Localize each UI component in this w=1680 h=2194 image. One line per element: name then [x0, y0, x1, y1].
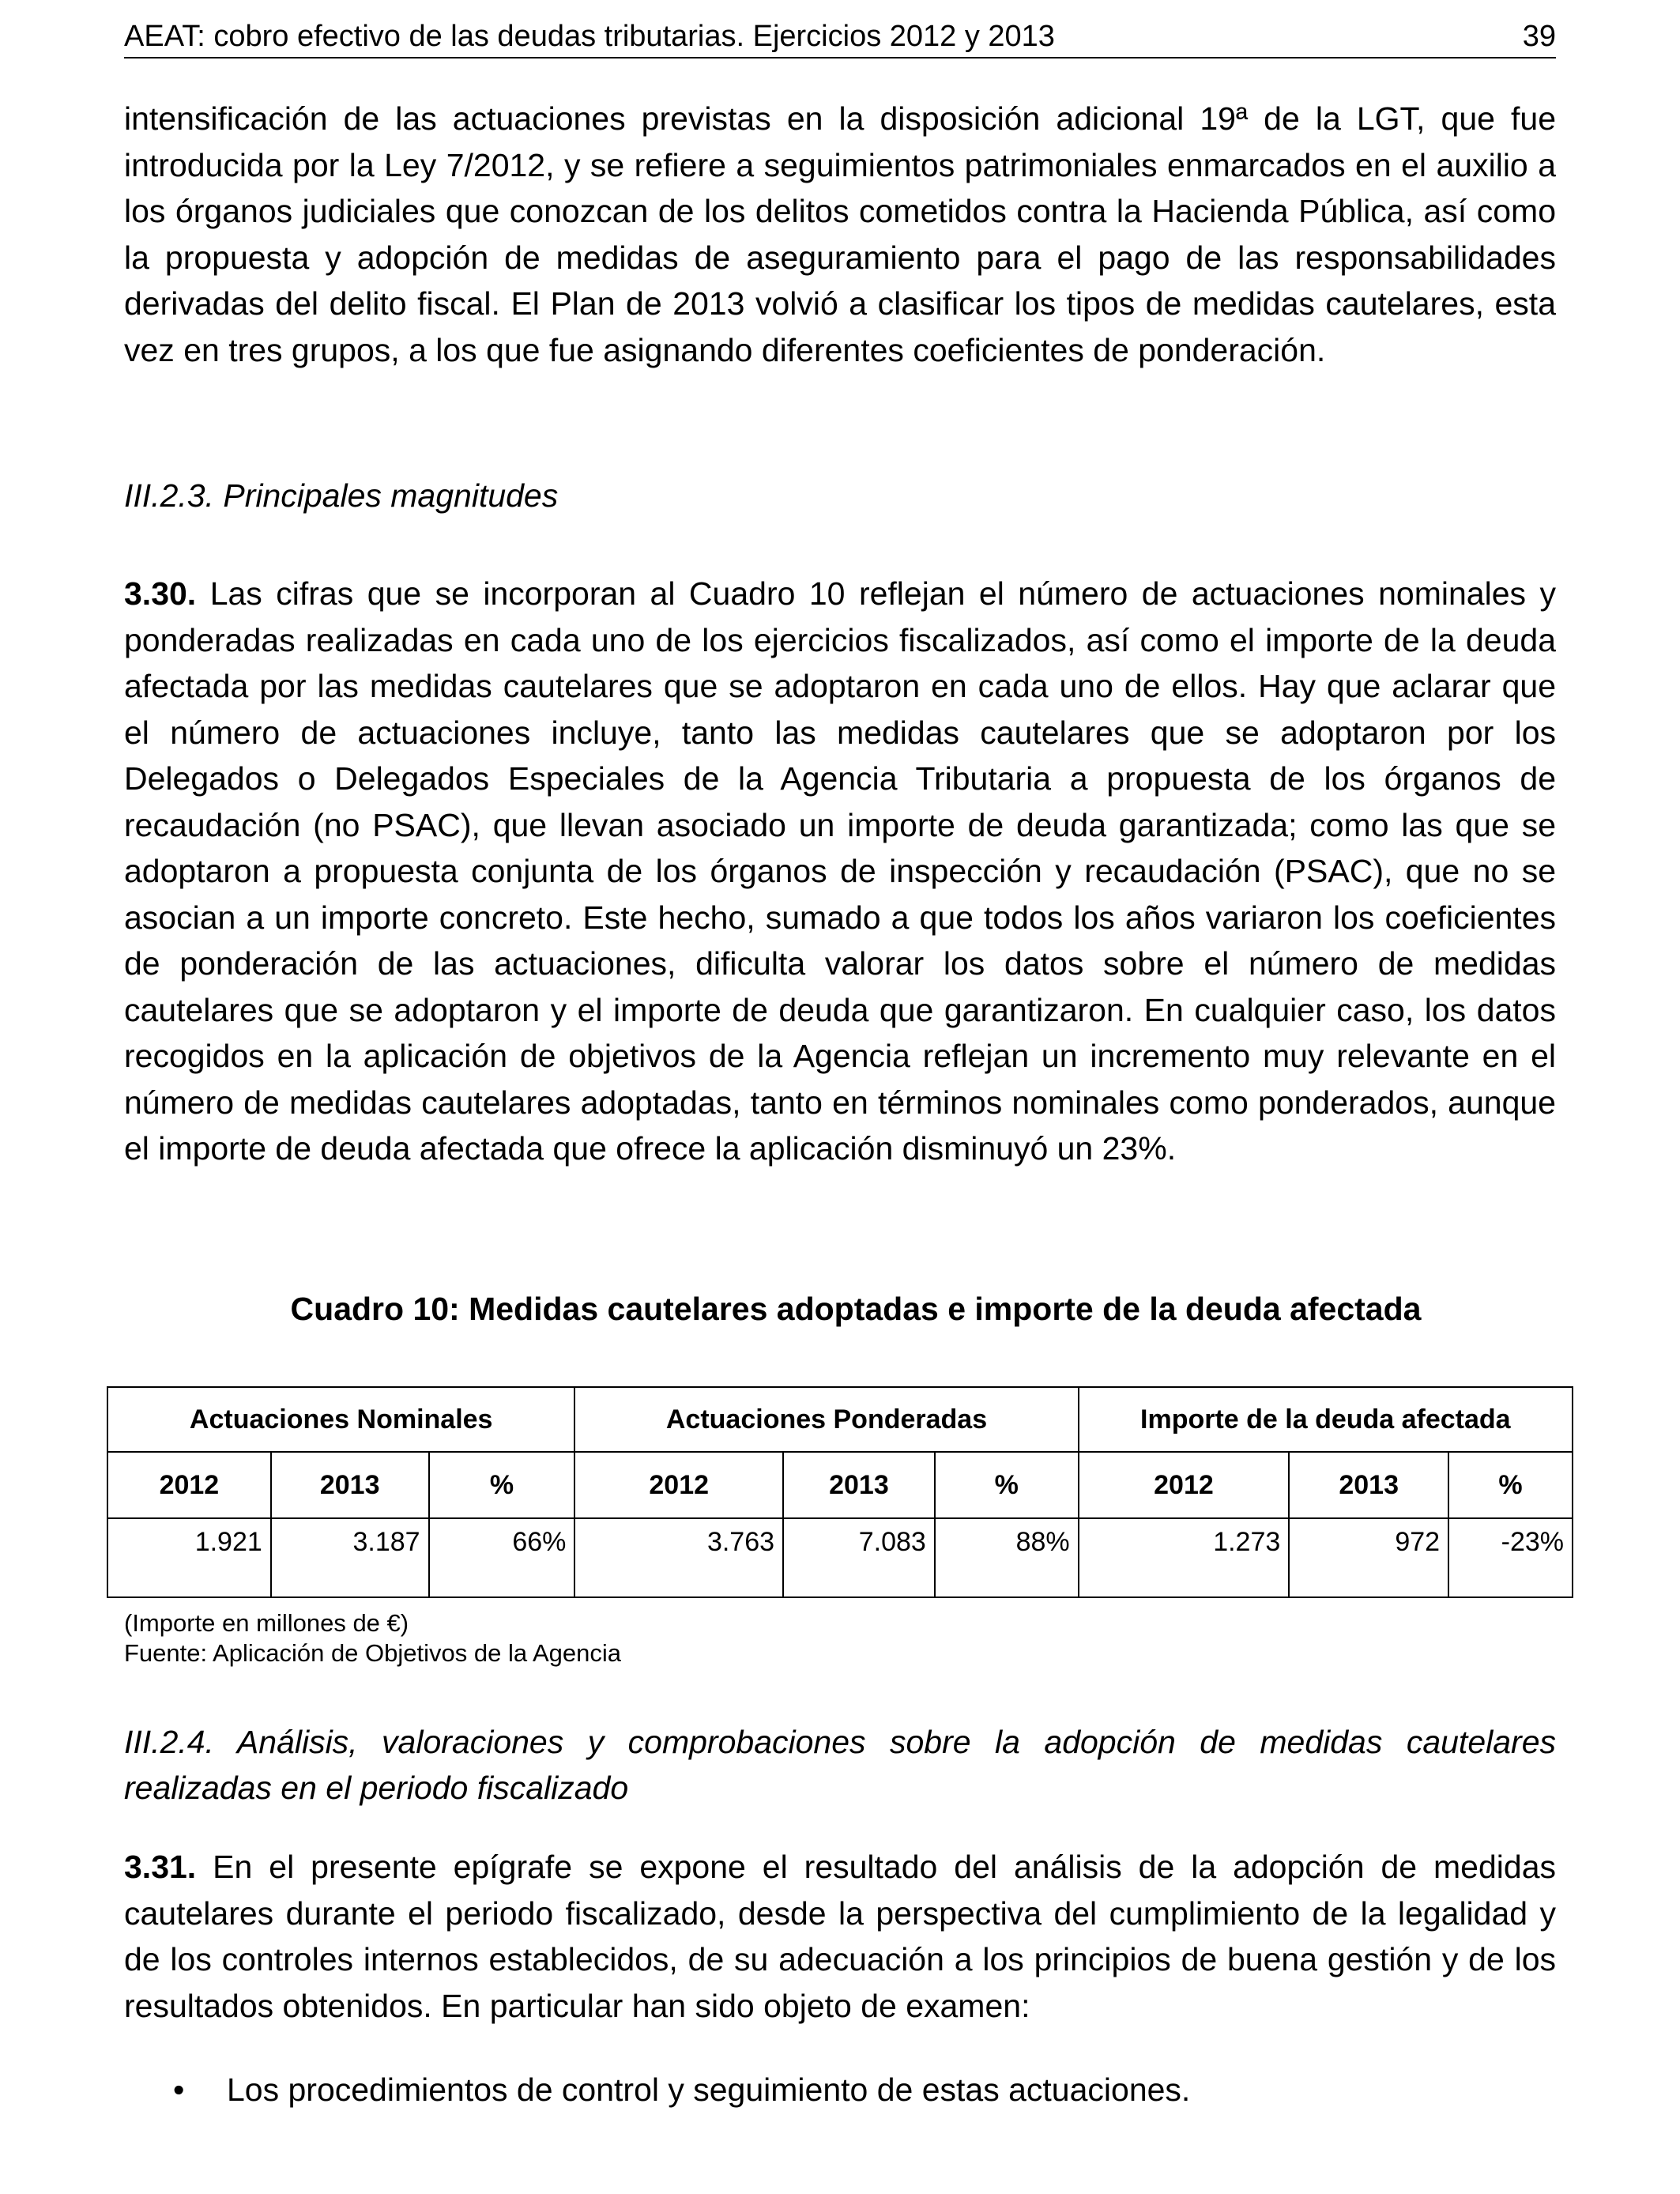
bullet-icon: •: [173, 2071, 185, 2108]
subheader-cell: 2013: [271, 1452, 429, 1518]
paragraph-intro: intensificación de las actuaciones previstas en la disposición adicional 19ª de la LGT, que fue introducida por la Ley 7/2012, y se refiere a seguimientos patrimoniales enmarcados en el auxilio a los órganos judiciales que conozcan de los delitos cometidos contra la Hacienda Pública, así como la propuesta y adopción de medidas de aseguramiento para el pago de las responsabilidades derivadas del delito fiscal. El Plan de 2013 volvió a clasificar los tipos de medidas cautelares, esta vez en tres grupos, a los que fue asignando diferentes coeficientes de ponderación.: [124, 100, 1556, 368]
value-cell: 88%: [935, 1518, 1079, 1597]
value-cell: 7.083: [783, 1518, 935, 1597]
section-heading-principales-magnitudes: III.2.3. Principales magnitudes: [124, 477, 559, 514]
value-cell: 1.273: [1079, 1518, 1290, 1597]
value-cell: 972: [1289, 1518, 1448, 1597]
value-cell: 3.187: [271, 1518, 429, 1597]
cuadro-10-table: [107, 1386, 1573, 1598]
subheader-cell: 2013: [1289, 1452, 1448, 1518]
table-note-source: Fuente: Aplicación de Objetivos de la Agencia: [124, 1639, 622, 1667]
header-title: AEAT: cobro efectivo de las deudas tributarias. Ejercicios 2012 y 2013: [124, 20, 1055, 53]
group-header-importe: Importe de la deuda afectada: [1079, 1387, 1573, 1452]
paragraph-3-31: [124, 1844, 1556, 2029]
value-cell: 1.921: [107, 1518, 271, 1597]
list-item-text: Los procedimientos de control y seguimiento de estas actuaciones.: [227, 2071, 1191, 2108]
table-note-units: (Importe en millones de €): [124, 1609, 409, 1637]
page-number: 39: [1522, 20, 1556, 53]
page-header: [124, 16, 1556, 58]
group-header-nominales: Actuaciones Nominales: [107, 1387, 574, 1452]
section-heading-analisis: III.2.4. Análisis, valoraciones y comprobaciones sobre la adopción de medidas cautelares realizadas en el periodo fiscalizado: [124, 1724, 1556, 1806]
subheader-cell: 2012: [574, 1452, 783, 1518]
paragraph-3-30: [124, 571, 1556, 1172]
value-cell: 66%: [429, 1518, 575, 1597]
subheader-cell: 2012: [107, 1452, 271, 1518]
subheader-cell: 2013: [783, 1452, 935, 1518]
paragraph-text: En el presente epígrafe se expone el resultado del análisis de la adopción de medidas cautelares durante el periodo fiscalizado, desde la perspectiva del cumplimiento de la legalidad y de los controles internos establecidos, de su adecuación a los principios de buena gestión y de los resultados obtenidos. En particular han sido objeto de examen:: [124, 1849, 1556, 2024]
table-caption: Cuadro 10: Medidas cautelares adoptadas e importe de la deuda afectada: [290, 1291, 1422, 1327]
subheader-cell: %: [429, 1452, 575, 1518]
subheader-cell: 2012: [1079, 1452, 1290, 1518]
subheader-cell: %: [1448, 1452, 1573, 1518]
paragraph-number: 3.31.: [124, 1849, 197, 1885]
paragraph-number: 3.30.: [124, 575, 197, 612]
table-row: [107, 1518, 1573, 1597]
value-cell: 3.763: [574, 1518, 783, 1597]
value-cell: -23%: [1448, 1518, 1573, 1597]
subheader-cell: %: [935, 1452, 1079, 1518]
group-header-ponderadas: Actuaciones Ponderadas: [574, 1387, 1078, 1452]
paragraph-text: Las cifras que se incorporan al Cuadro 10 reflejan el número de actuaciones nominales y ponderadas realizadas en cada uno de los ejercicios fiscalizados, así como el importe de la deuda afectada por las medidas cautelares que se adoptaron en cada uno de ellos. Hay que aclarar que el número de actuaciones incluye, tanto las medidas cautelares que se adoptaron por los Delegados o Delegados Especiales de la Agencia Tributaria a propuesta de los órganos de recaudación (no PSAC), que llevan asociado un importe de deuda garantizada; como las que se adoptaron a propuesta conjunta de los órganos de inspección y recaudación (PSAC), que no se asocian a un importe concreto. Este hecho, sumado a que todos los años variaron los coeficientes de ponderación de las actuaciones, dificulta valorar los datos sobre el número de medidas cautelares que se adoptaron y el importe de deuda que garantizaron. En cualquier caso, los datos recogidos en la aplicación de objetivos de la Agencia reflejan un incremento muy relevante en el número de medidas cautelares adoptadas, tanto en términos nominales como ponderados, aunque el importe de deuda afectada que ofrece la aplicación disminuyó un 23%.: [124, 575, 1556, 1167]
